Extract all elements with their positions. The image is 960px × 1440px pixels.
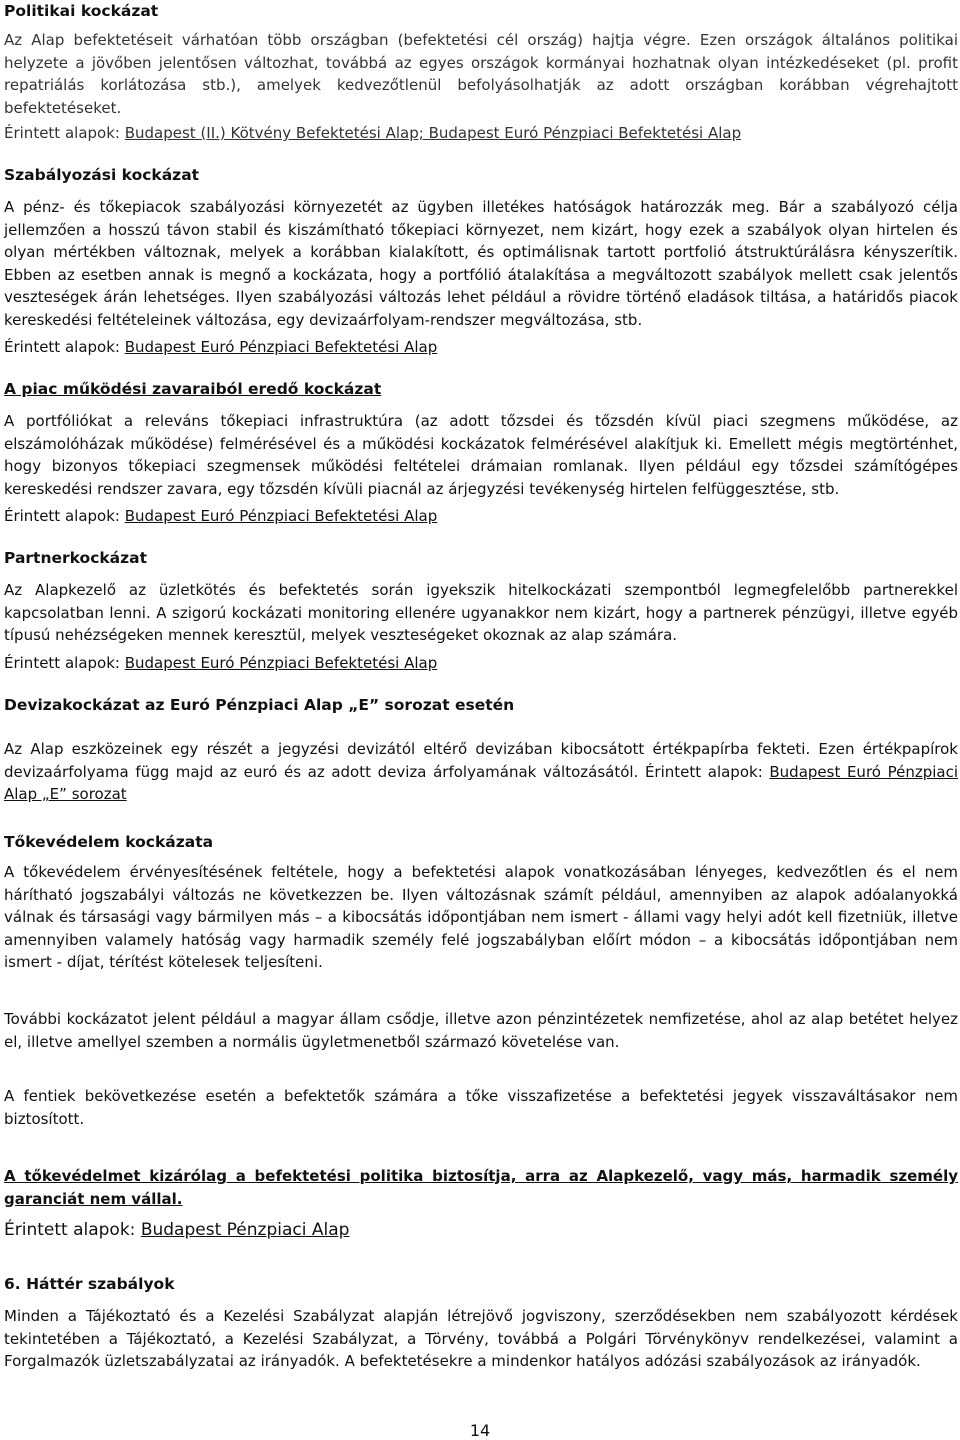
paragraph-devizakockazat: Az Alap eszközeinek egy részét a jegyzési devizától eltérő devizában kibocsátott értékpapírba fekteti. Ezen értékpapírok devizaárfolyama függ majd az euró és az adott deviza árfolyamának változásától. Érintett alapok: Budapest Euró Pénzpiaci Alap „E” sorozat [4, 740, 958, 804]
paragraph-tovabbi-kockazat: További kockázatot jelent például a magyar állam csődje, illetve azon pénzintézetek nemfizetése, ahol az alap betétet helyez el, illetve amellyel szemben a normális ügyletmenetből származó követelése van. [4, 1010, 958, 1051]
heading-partnerkockazat: Partnerkockázat [4, 549, 148, 567]
paragraph-partnerkockazat: Az Alapkezelő az üzletkötés és befektetés során igyekszik hitelkockázati szempontból legmegfelelőbb partnerekkel kapcsolatban lenni. A szigorú kockázati monitoring ellenére ugyanakkor nem kizárt, hogy a partnerek pénzügyi, illetve egyéb típusú nehézségeken mennek keresztül, melyek veszteségeket okoznak az alap számára. [4, 581, 958, 645]
affected-funds-piac [4, 505, 958, 528]
heading-piac-mukodesi-kockazat: A piac működési zavaraiból eredő kockázat [4, 380, 382, 398]
heading-tokevedelem-kockazata: Tőkevédelem kockázata [4, 833, 214, 851]
affected-funds-label: Érintett alapok: [4, 654, 125, 672]
affected-funds-label: Érintett alapok: [4, 507, 125, 525]
affected-funds-link-deviza[interactable]: Budapest Euró Pénzpiaci Alap „E” sorozat [4, 762, 958, 804]
paragraph-szabalyozasi-kockazat: A pénz- és tőkepiacok szabályozási környezetét az ügyben illetékes hatóságok határozzák meg. Bár a szabályozó célja jellemzően a hosszú távon stabil és kiszámítható tőkepiaci környezet, nem kizárt, hogy ezek a szabályok olyan hirtelen és olyan mértékben változnak, melyek a korábban kialakított, és optimálisnak tartott portfolió átstruktúrálásra kényszerítik. Ebben az esetben annak is megnő a kockázata, hogy a portfólió átalakítása a megváltozott szabályok mellett csak jelentős veszteségek árán lehetséges. Ilyen szabályozási változás lehet például a rövidre történő eladások tiltása, a határidős piacok kereskedési feltételeinek változása, egy devizaárfolyam-rendszer megváltozása, stb. [4, 198, 958, 329]
heading-politikai-kockazat: Politikai kockázat [4, 2, 159, 20]
affected-funds-link-partner[interactable]: Budapest Euró Pénzpiaci Befektetési Alap [124, 654, 438, 672]
affected-funds-label: Érintett alapok: [4, 1220, 141, 1240]
affected-funds-label: Érintett alapok: [4, 124, 125, 142]
affected-funds-link-piac[interactable]: Budapest Euró Pénzpiaci Befektetési Alap [124, 507, 438, 525]
heading-hatter-szabalyok: 6. Háttér szabályok [4, 1275, 175, 1293]
affected-funds-label: Érintett alapok: [644, 762, 770, 781]
heading-devizakockazat: Devizakockázat az Euró Pénzpiaci Alap „E” sorozat esetén [4, 696, 515, 714]
affected-funds-link-szabalyozasi[interactable]: Budapest Euró Pénzpiaci Befektetési Alap [124, 338, 438, 356]
affected-funds-link-politikai[interactable]: Budapest (II.) Kötvény Befektetési Alap; Budapest Euró Pénzpiaci Befektetési Alap [124, 124, 742, 142]
heading-szabalyozasi-kockazat: Szabályozási kockázat [4, 166, 200, 184]
warning-tokevedelem: A tőkevédelmet kizárólag a befektetési politika biztosítja, arra az Alapkezelő, vagy más, harmadik személy garanciát nem vállal. [4, 1167, 958, 1208]
paragraph-hatter-szabalyok: Minden a Tájékoztató és a Kezelési Szabályzat alapján létrejövő jogviszony, szerződésekben nem szabályozott kérdések tekintetében a Tájékoztató, a Kezelési Szabályzat, a Törvény, továbbá a Polgári Törvénykönyv rendelkezései, valamint a Forgalmazók üzletszabályzatai az irányadók. A befektetésekre a mindenkor hatályos adózási szabályozások az irányadók. [4, 1307, 958, 1371]
affected-funds-politikai [4, 122, 958, 145]
paragraph-tokevedelem-kockazata: A tőkevédelem érvényesítésének feltétele, hogy a befektetési alapok vonatkozásában lényeges, kedvezőtlen és el nem hárítható jogszabályi változás ne következzen be. Ilyen változásnak számít például, amennyiben az alapok adóalanyokká válnak és társasági vagy bármilyen más – a kibocsátás időpontjában nem ismert - állami vagy helyi adót kell fizetniük, illetve amennyiben valamely hatóság vagy harmadik személy felé jogszabályban előírt módon – a kibocsátás időpontjában nem ismert - díjat, térítést kötelesek teljesíteni. [4, 863, 958, 972]
paragraph-piac-mukodesi-kockazat: A portfóliókat a releváns tőkepiaci infrastruktúra (az adott tőzsdei és tőzsdén kívül piaci szegmens működése, az elszámolóházak működése) felmérésével és a működési kockázatok felmérésével alakítjuk ki. Emellett mégis megtörténhet, hogy bizonyos tőkepiaci szegmensek működési feltételei drámaian romlanak. Ilyen például egy tőzsdei számítógépes kereskedési rendszer zavara, egy tőzsdén kívüli piacnál az árjegyzési tevékenység hirtelen felfüggesztése, stb. [4, 412, 958, 498]
affected-funds-szabalyozasi [4, 336, 958, 359]
affected-funds-tokevedelem [4, 1218, 958, 1242]
affected-funds-link-tokevedelem[interactable]: Budapest Pénzpiaci Alap [140, 1220, 350, 1240]
affected-funds-partner [4, 652, 958, 675]
paragraph-fentiek-bekovetkezese: A fentiek bekövetkezése esetén a befektetők számára a tőke visszafizetése a befektetési jegyek visszaváltásakor nem biztosított. [4, 1087, 958, 1128]
paragraph-politikai-kockazat: Az Alap befektetéseit várhatóan több országban (befektetési cél ország) hajtja végre. Ezen országok általános politikai helyzete a jövőben jelentősen változhat, továbbá az egyes országok kormányai hozhatnak olyan intézkedéseket (pl. profit repatriálás korlátozása stb.), amelyek kedvezőtlenül befolyásolhatják az adott országban korábban végrehajtott befektetéseket. [4, 31, 958, 117]
affected-funds-label: Érintett alapok: [4, 338, 125, 356]
page-number: 14 [469, 1421, 491, 1440]
